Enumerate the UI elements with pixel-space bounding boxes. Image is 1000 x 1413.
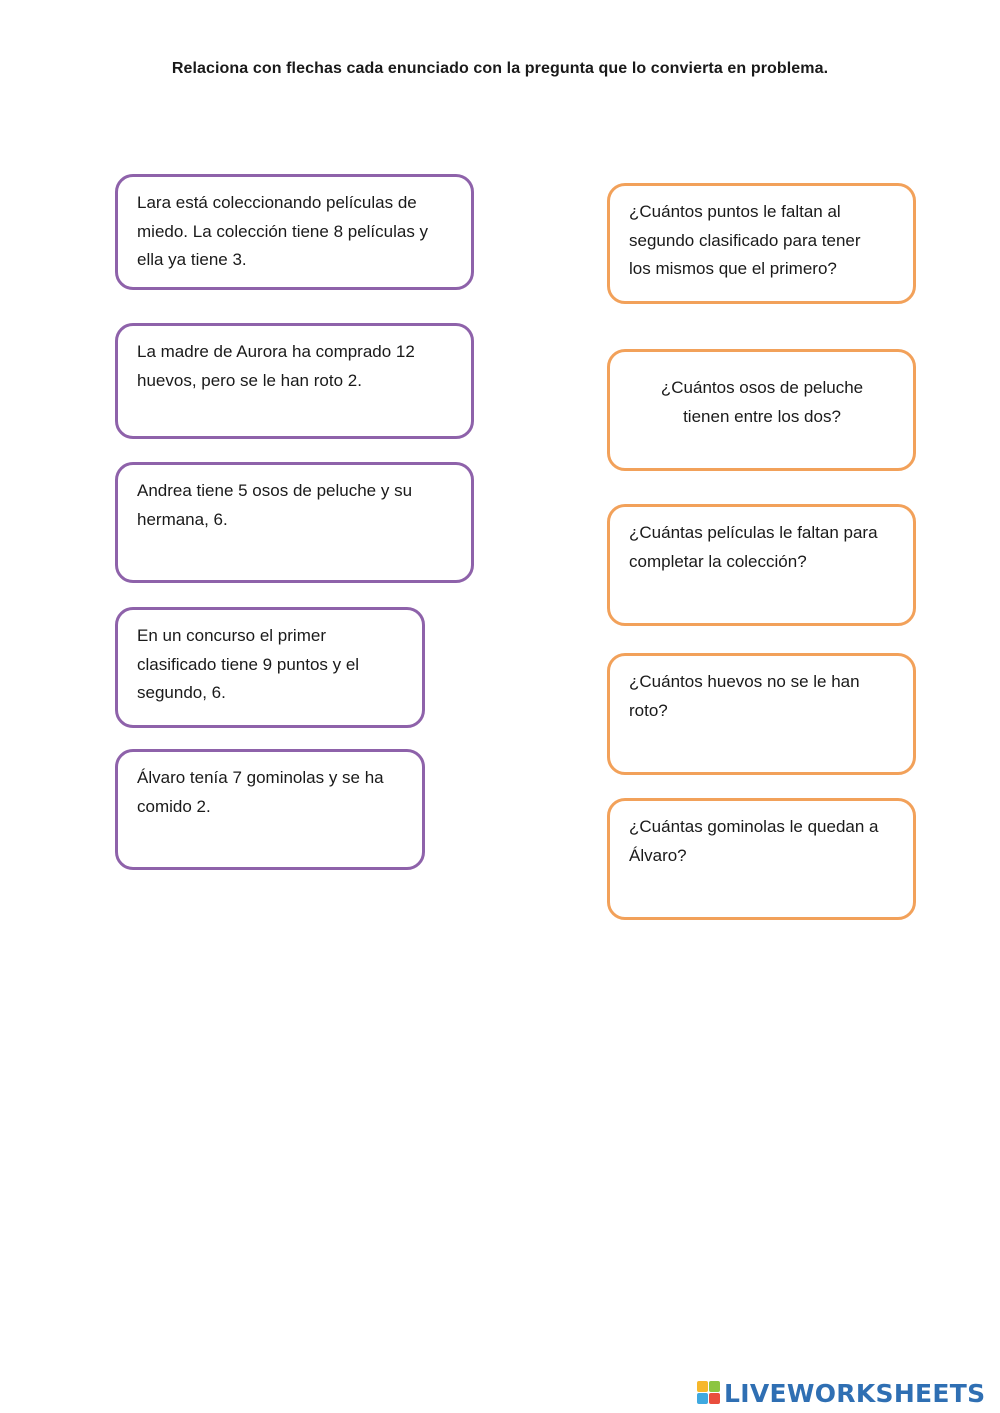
question-text-2: ¿Cuántos osos de peluche tienen entre los dos? — [660, 378, 864, 426]
question-card-3[interactable] — [607, 504, 916, 626]
question-text-1: ¿Cuántos puntos le faltan al segundo clasificado para tener los mismos que el primero? — [629, 202, 861, 278]
statement-text-4: En un concurso el primer clasificado tiene 9 puntos y el segundo, 6. — [137, 626, 360, 702]
question-card-5[interactable] — [607, 798, 916, 920]
statement-text-1: Lara está coleccionando películas de miedo. La colección tiene 8 películas y ella ya tiene 3. — [137, 193, 429, 269]
statement-text-2: La madre de Aurora ha comprado 12 huevos, pero se le han roto 2. — [137, 342, 415, 390]
instruction-heading: Relaciona con flechas cada enunciado con la pregunta que lo convierta en problema. — [171, 60, 829, 77]
statement-text-5: Álvaro tenía 7 gominolas y se ha comido 2. — [137, 768, 384, 816]
statement-card-3[interactable] — [115, 462, 474, 583]
statement-text-3: Andrea tiene 5 osos de peluche y su hermana, 6. — [137, 481, 413, 529]
question-text-4: ¿Cuántos huevos no se le han roto? — [629, 672, 860, 720]
liveworksheets-brand — [697, 1377, 985, 1409]
question-card-4[interactable] — [607, 653, 916, 775]
statement-card-1[interactable] — [115, 174, 474, 290]
statement-card-5[interactable] — [115, 749, 425, 870]
statement-card-4[interactable] — [115, 607, 425, 728]
brand-name: LIVEWORKSHEETS — [724, 1378, 986, 1408]
question-text-5: ¿Cuántas gominolas le quedan a Álvaro? — [629, 817, 879, 865]
statement-card-2[interactable] — [115, 323, 474, 439]
question-card-1[interactable] — [607, 183, 916, 304]
question-text-3: ¿Cuántas películas le faltan para completar la colección? — [629, 523, 878, 571]
liveworksheets-logo-icon — [697, 1381, 721, 1405]
question-card-2[interactable] — [607, 349, 916, 471]
